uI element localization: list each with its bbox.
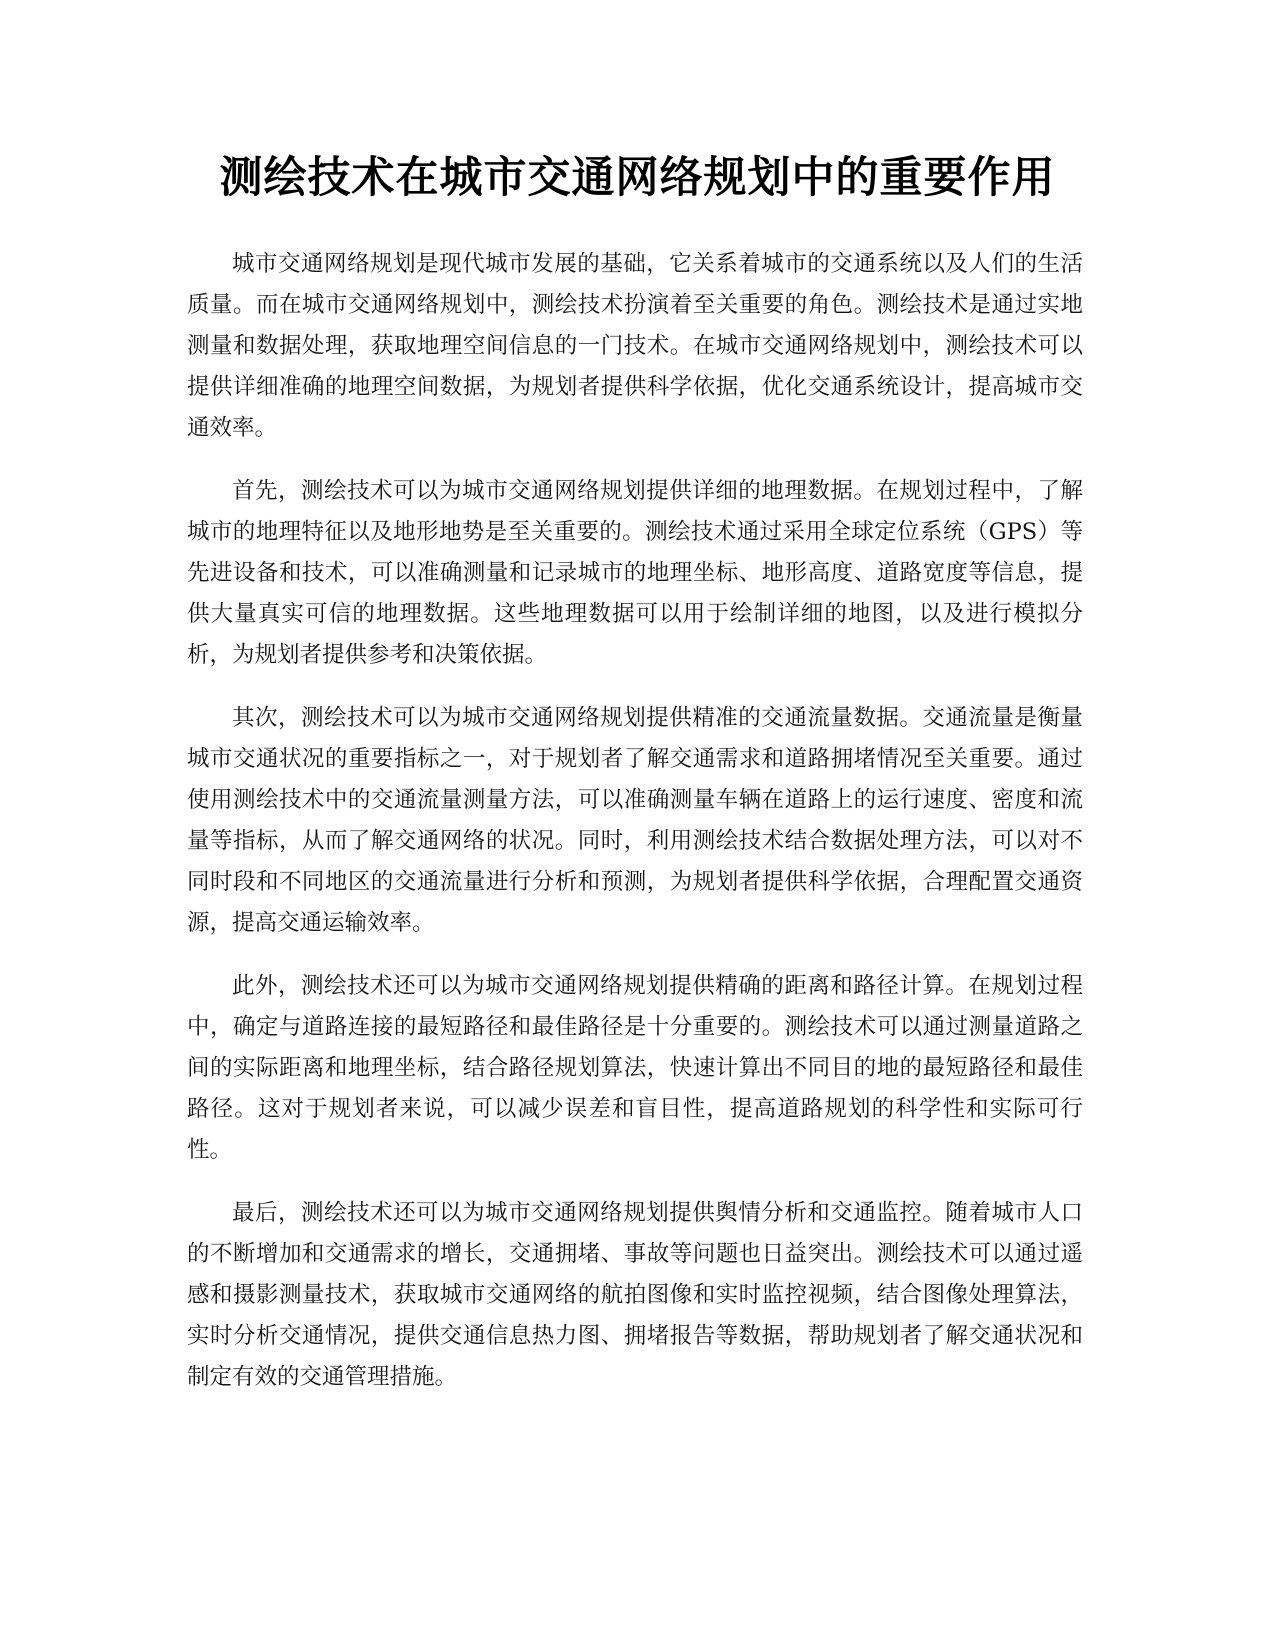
paragraph-last: 最后，测绘技术还可以为城市交通网络规划提供舆情分析和交通监控。随着城市人口的不断增加和交通需求的增长，交通拥堵、事故等问题也日益突出。测绘技术可以通过遥感和摄影测量技术，获取城市交通网络的航拍图像和实时监控视频，结合图像处理算法，实时分析交通情况，提供交通信息热力图、拥堵报告等数据，帮助规划者了解交通状况和制定有效的交通管理措施。 (187, 1200, 1083, 1390)
document-title: 测绘技术在城市交通网络规划中的重要作用 (219, 153, 1056, 203)
paragraph-intro: 城市交通网络规划是现代城市发展的基础，它关系着城市的交通系统以及人们的生活质量。而在城市交通网络规划中，测绘技术扮演着至关重要的角色。测绘技术是通过实地测量和数据处理，获取地理空间信息的一门技术。在城市交通网络规划中，测绘技术可以提供详细准确的地理空间数据，为规划者提供科学依据，优化交通系统设计，提高城市交通效率。 (187, 251, 1083, 441)
paragraph-first: 首先，测绘技术可以为城市交通网络规划提供详细的地理数据。在规划过程中，了解城市的地理特征以及地形地势是至关重要的。测绘技术通过采用全球定位系统（GPS）等先进设备和技术，可以准确测量和记录城市的地理坐标、地形高度、道路宽度等信息，提供大量真实可信的地理数据。这些地理数据可以用于绘制详细的地图，以及进行模拟分析，为规划者提供参考和决策依据。 (187, 478, 1083, 668)
document-body (187, 244, 1083, 1420)
paragraph-second: 其次，测绘技术可以为城市交通网络规划提供精准的交通流量数据。交通流量是衡量城市交通状况的重要指标之一，对于规划者了解交通需求和道路拥堵情况至关重要。通过使用测绘技术中的交通流量测量方法，可以准确测量车辆在道路上的运行速度、密度和流量等指标，从而了解交通网络的状况。同时，利用测绘技术结合数据处理方法，可以对不同时段和不同地区的交通流量进行分析和预测，为规划者提供科学依据，合理配置交通资源，提高交通运输效率。 (187, 705, 1083, 936)
paragraph-third: 此外，测绘技术还可以为城市交通网络规划提供精确的距离和路径计算。在规划过程中，确定与道路连接的最短路径和最佳路径是十分重要的。测绘技术可以通过测量道路之间的实际距离和地理坐标，结合路径规划算法，快速计算出不同目的地的最短路径和最佳路径。这对于规划者来说，可以减少误差和盲目性，提高道路规划的科学性和实际可行性。 (187, 973, 1083, 1163)
